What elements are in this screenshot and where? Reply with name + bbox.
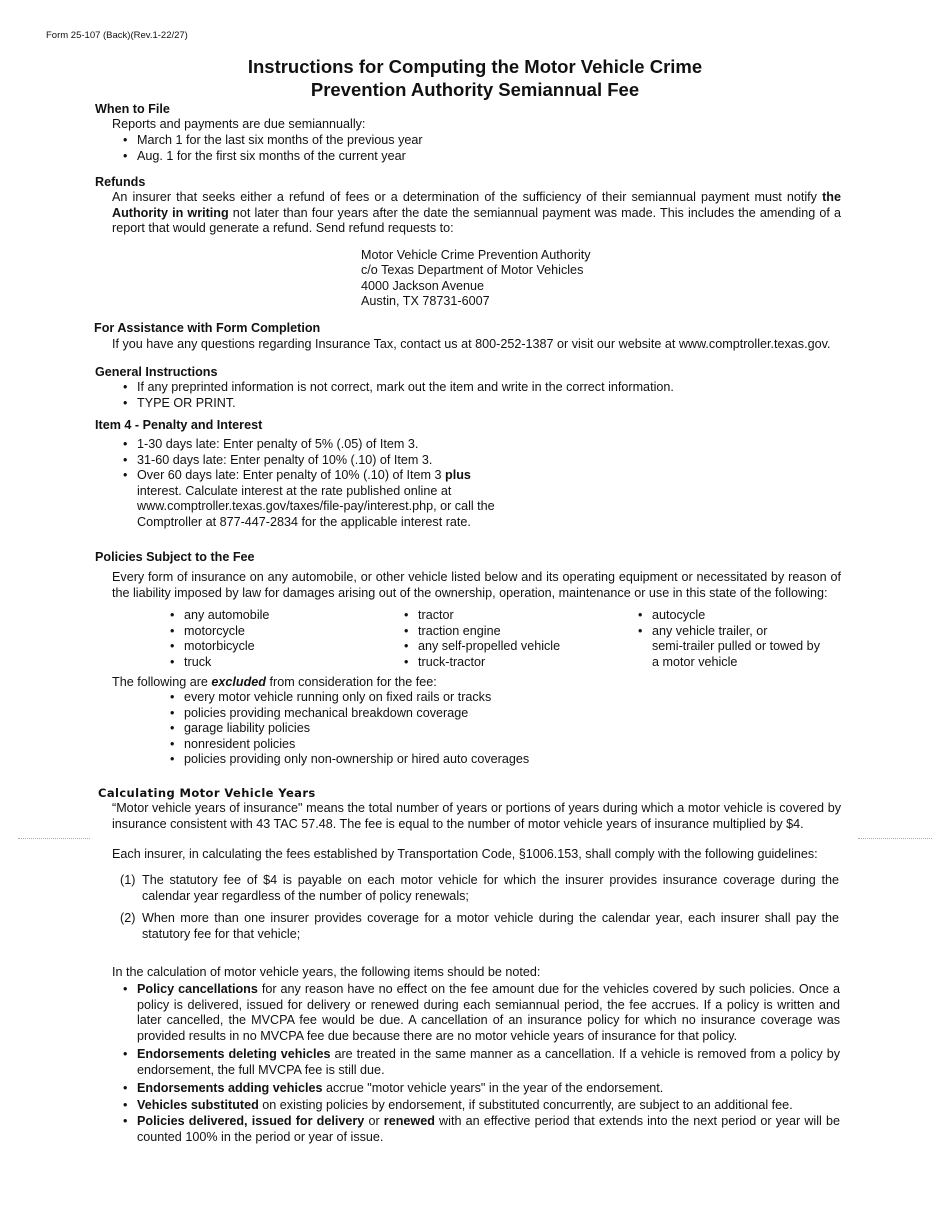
note-text: or [364,1114,384,1128]
assistance-heading: For Assistance with Form Completion [94,321,321,335]
list-item: • 1-30 days late: Enter penalty of 5% (.05) of Item 3. [123,437,495,453]
guideline-item [112,873,839,904]
page-title [0,55,950,101]
refunds-text-1: An insurer that seeks either a refund of fees or a determination of the sufficiency of their semiannual payment must notify [112,190,823,204]
address-line: Austin, TX 78731-6007 [361,293,490,308]
excluded-list [170,690,529,768]
when-to-file-list [123,133,423,164]
note-bold: Vehicles substituted [137,1097,259,1112]
col3-line: a motor vehicle [652,654,738,669]
list-item [123,982,840,1044]
note-text: accrue "motor vehicle years" in the year of the endorsement. [322,1081,664,1095]
list-item: • garage liability policies [170,721,529,737]
title-line-1: Instructions for Computing the Motor Vehicle Crime [247,56,703,77]
note-text: are treated in the same manner as a cancellation. If a vehicle is removed from a policy by endorsement, the full MVCPA fee is still due. [137,1047,841,1077]
list-item: • truck [170,655,269,671]
fold-mark-right [858,838,932,839]
vehicle-column-2 [404,608,560,670]
item4-heading: Item 4 - Penalty and Interest [95,418,263,432]
note-text: with an effective period that extends into the next period or year will be counted 100% in the period or year of issue. [137,1114,840,1144]
excluded-intro [112,675,437,691]
item4-list [123,437,495,530]
refunds-paragraph [112,190,841,237]
item4-plus: plus [445,468,471,482]
list-item: • policies providing mechanical breakdown coverage [170,706,529,722]
list-item: • every motor vehicle running only on fixed rails or tracks [170,690,529,706]
when-to-file-intro: Reports and payments are due semiannually: [112,117,366,131]
refund-address [361,248,591,309]
guidelines-list [112,873,839,949]
list-item: • Aug. 1 for the first six months of the current year [123,149,423,165]
form-id: Form 25-107 (Back)(Rev.1-22/27) [46,30,188,41]
note-bold: Policies delivered, issued for delivery [137,1114,365,1128]
excluded-pre: The following are [112,675,212,689]
item4-over60-text: Over 60 days late: Enter penalty of 10% (.10) of Item 3 [137,468,446,482]
refunds-heading: Refunds [95,175,146,189]
address-line: Motor Vehicle Crime Prevention Authority [361,248,591,262]
list-item: • TYPE OR PRINT. [123,396,674,412]
guideline-number: (2) [120,911,136,925]
when-to-file-heading: When to File [95,102,170,116]
guideline-item [112,911,839,942]
guideline-text: When more than one insurer provides coverage for a motor vehicle during the calendar year, each insurer shall pay the statutory fee for that vehicle; [142,911,839,941]
note-text: for any reason have no effect on the fee amount due for the vehicles covered by such policies. Once a policy is delivered, issued for delivery or renewed during each semiannual period, the fee accrues. If a policy is written and later cancelled, the MVCPA fee would be due. A cancellation of an insurance policy for which no insurance coverage was provided results in no MVCPA fee due because there are no motor vehicle years of insurance for that policy. [137,982,840,1043]
fold-mark-left [18,838,90,839]
note-bold: Policy cancellations [137,982,258,996]
address-line: 4000 Jackson Avenue [361,278,485,293]
list-item: • truck-tractor [404,655,560,671]
list-item: • motorbicycle [170,639,269,655]
policies-heading: Policies Subject to the Fee [95,550,255,564]
list-item: • nonresident policies [170,737,529,753]
list-item: • autocycle [638,608,820,624]
note-bold: Endorsements deleting vehicles [137,1047,331,1061]
list-item: • traction engine [404,624,560,640]
vehicle-column-3 [638,608,820,670]
col3-line: any vehicle trailer, or [652,623,768,638]
excluded-post: from consideration for the fee: [266,675,437,689]
calculating-p2: Each insurer, in calculating the fees established by Transportation Code, §1006.153, shall comply with the following guidelines: [112,847,818,861]
guideline-text: The statutory fee of $4 is payable on each motor vehicle for which the insurer provides insurance coverage during the calendar year regardless of the number of policy renewals; [142,873,839,903]
note-text: on existing policies by endorsement, if substituted concurrently, are subject to an additional fee. [258,1097,793,1112]
notes-intro: In the calculation of motor vehicle years, the following items should be noted: [112,965,541,979]
guideline-number: (1) [120,873,136,887]
notes-list [123,982,840,1145]
list-item [638,624,820,671]
list-item: • tractor [404,608,560,624]
list-item [123,1114,840,1145]
list-item: • any self-propelled vehicle [404,639,560,655]
list-item [123,468,495,530]
item4-line: interest. Calculate interest at the rate published online at [137,483,452,498]
list-item [123,1047,840,1078]
item4-line: www.comptroller.texas.gov/taxes/file-pay/interest.php, or call the [137,499,495,513]
refunds-text-2: not later than four years after the date the semiannual payment was made. This includes the amending of a report that would generate a refund. Send refund requests to: [112,205,841,235]
list-item: • motorcycle [170,624,269,640]
assistance-text: If you have any questions regarding Insurance Tax, contact us at 800-252-1387 or visit our website at www.comptroller.texas.gov. [112,337,831,351]
calculating-p1: “Motor vehicle years of insurance" means the total number of years or portions of years during which a motor vehicle is covered by insurance consistent with 43 TAC 57.48. The fee is equal to the number of motor vehicle years of insurance multiplied by $4. [112,801,841,831]
list-item: • any automobile [170,608,269,624]
refunds-text-bold: the Authority in writing [112,190,841,220]
list-item: • policies providing only non-ownership or hired auto coverages [170,752,529,768]
excluded-word: excluded [211,675,266,689]
general-heading: General Instructions [95,365,218,379]
list-item: • If any preprinted information is not correct, mark out the item and write in the correct information. [123,380,674,396]
policies-intro: Every form of insurance on any automobile, or other vehicle listed below and its operating equipment or necessitated by reason of the liability imposed by law for damages arising out of the ownership, operation, maintenance or use in this state of the following: [112,570,841,600]
list-item: • 31-60 days late: Enter penalty of 10% (.10) of Item 3. [123,453,495,469]
note-bold: renewed [383,1114,435,1128]
calculating-heading: Calculating Motor Vehicle Years [98,786,316,800]
list-item [123,1098,840,1114]
address-line: c/o Texas Department of Motor Vehicles [361,263,584,278]
list-item: • March 1 for the last six months of the previous year [123,133,423,149]
general-list [123,380,674,411]
list-item [123,1081,840,1097]
vehicle-column-1 [170,608,269,670]
note-bold: Endorsements adding vehicles [137,1081,323,1095]
title-line-2: Prevention Authority Semiannual Fee [310,79,640,100]
col3-line: semi-trailer pulled or towed by [652,639,820,653]
item4-line: Comptroller at 877-447-2834 for the applicable interest rate. [137,514,471,529]
